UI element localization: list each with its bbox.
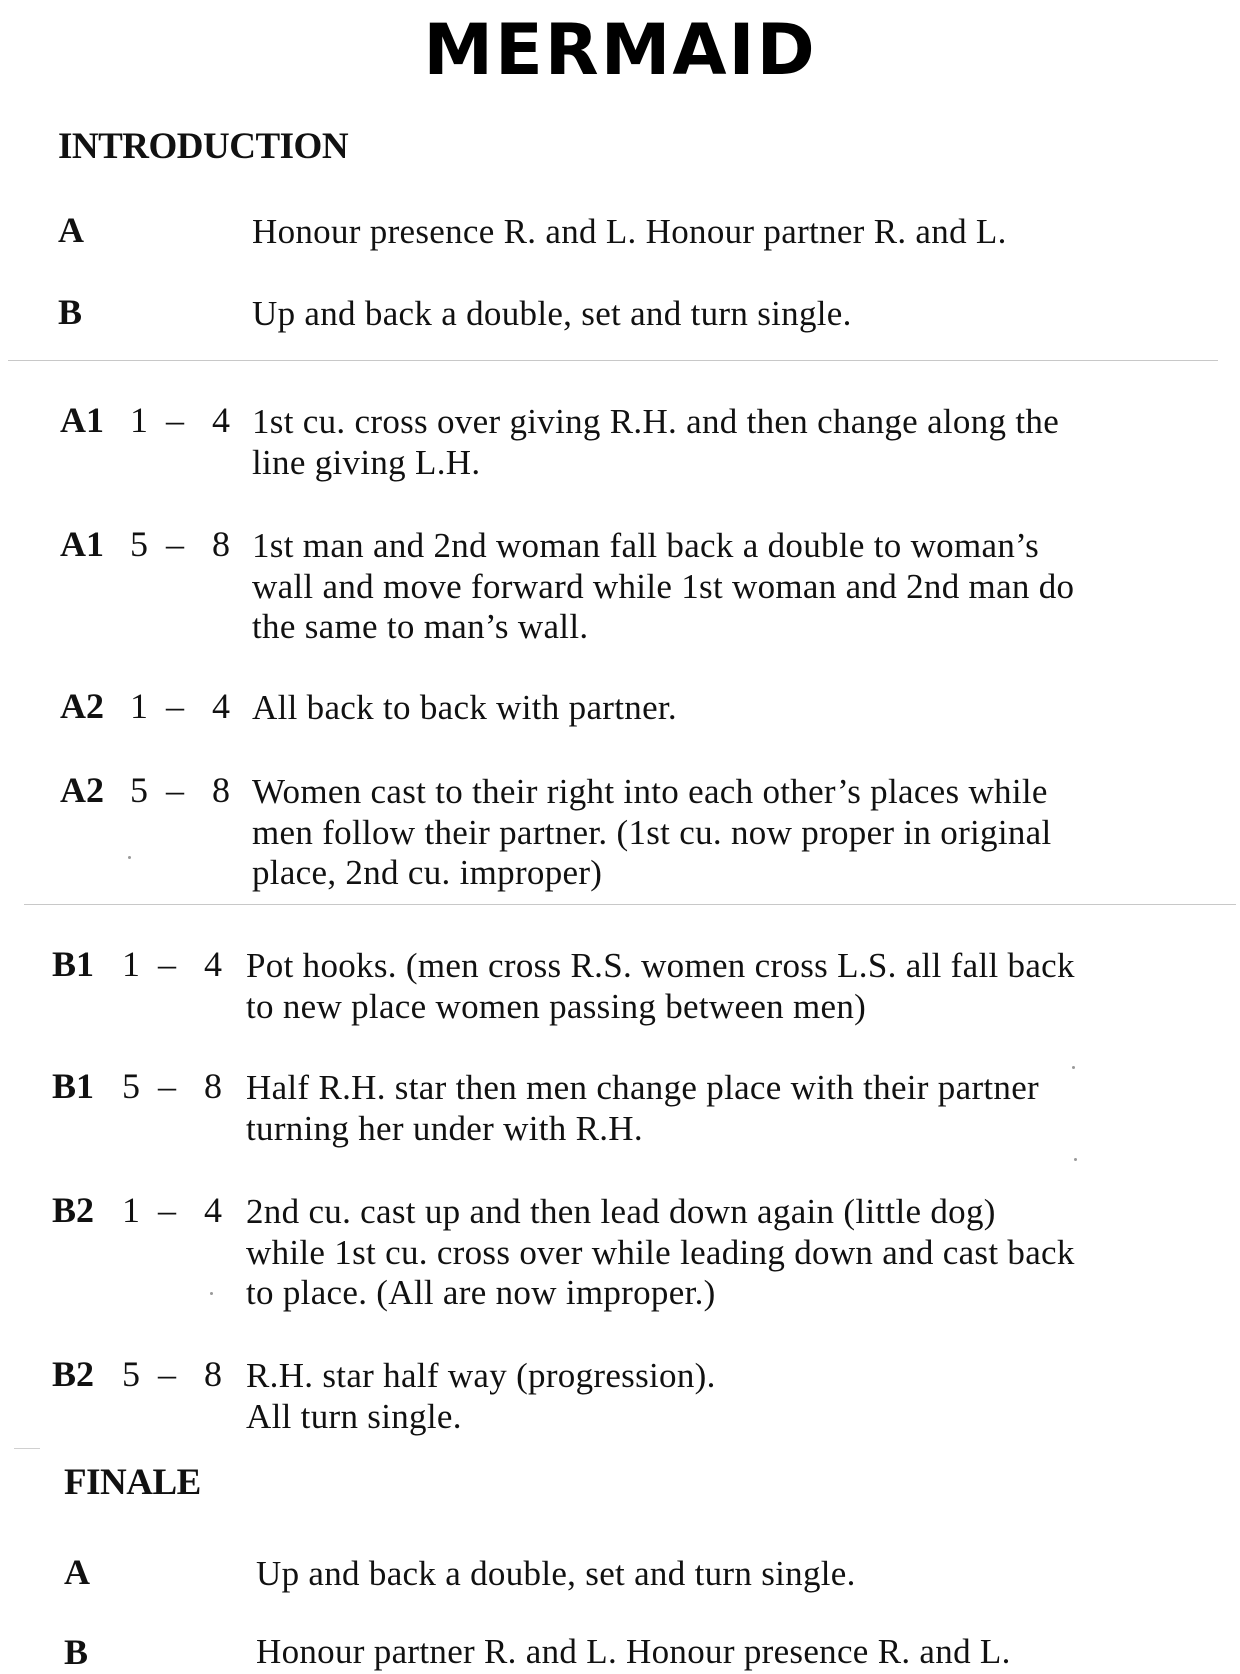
instruction-line: to new place women passing between men) [246, 986, 867, 1026]
part-label: A1 [60, 524, 104, 564]
instruction-line: Up and back a double, set and turn single. [256, 1554, 856, 1593]
bar-separator: – [158, 1354, 176, 1394]
instruction-text [246, 1356, 716, 1437]
instruction-line: 1st cu. cross over giving R.H. and then change along the [252, 402, 1060, 441]
bar-end: 4 [204, 944, 222, 984]
bar-end: 8 [212, 770, 230, 810]
instruction-text [256, 1554, 856, 1595]
bar-separator: – [158, 1066, 176, 1106]
part-label: B2 [52, 1354, 95, 1394]
bar-separator: – [166, 770, 184, 810]
instruction-line: Pot hooks. (men cross R.S. women cross L.S. all fall back [246, 946, 1075, 985]
instruction-text [246, 946, 1075, 1027]
bar-end: 4 [204, 1190, 222, 1230]
bar-separator: – [158, 944, 176, 984]
instruction-line: Women cast to their right into each other’s places while [252, 772, 1048, 811]
bar-start: 5 [130, 524, 148, 564]
scan-speck [1074, 1158, 1077, 1161]
instruction-line: wall and move forward while 1st woman and 2nd man do [252, 566, 1075, 606]
bar-start: 1 [130, 400, 148, 440]
part-label: B [64, 1632, 89, 1672]
instruction-line: Honour presence R. and L. Honour partner R. and L. [252, 212, 1007, 251]
instruction-line: while 1st cu. cross over while leading down and cast back [246, 1232, 1075, 1272]
instruction-line: Honour partner R. and L. Honour presence R. and L. [256, 1632, 1011, 1671]
instruction-text [252, 688, 677, 729]
bar-start: 5 [122, 1354, 140, 1394]
part-label: A2 [60, 686, 104, 726]
instruction-text [246, 1068, 1039, 1149]
part-label: B2 [52, 1190, 95, 1230]
instruction-line: Half R.H. star then men change place with their partner [246, 1068, 1040, 1107]
instruction-line: place, 2nd cu. improper) [252, 853, 603, 892]
instruction-line: men follow their partner. (1st cu. now proper in original [252, 812, 1052, 852]
bar-start: 5 [130, 770, 148, 810]
bar-separator: – [166, 686, 184, 726]
part-label: A2 [60, 770, 104, 810]
part-label: B [58, 292, 83, 332]
bar-separator: – [166, 400, 184, 440]
bar-start: 1 [130, 686, 148, 726]
bar-start: 1 [122, 1190, 140, 1230]
instruction-text [252, 294, 852, 335]
section-divider [24, 904, 1236, 905]
instruction-text [252, 526, 1074, 648]
instruction-line: turning her under with R.H. [246, 1108, 643, 1148]
instruction-text [252, 772, 1052, 894]
bar-start: 5 [122, 1066, 140, 1106]
part-label: B1 [52, 1066, 95, 1106]
part-label: A [58, 210, 84, 250]
introduction-heading: INTRODUCTION [58, 126, 349, 167]
bar-end: 4 [212, 686, 230, 726]
scan-speck [210, 1292, 213, 1295]
instruction-line: the same to man’s wall. [252, 607, 589, 646]
part-label: A [64, 1552, 90, 1592]
instruction-text [246, 1192, 1075, 1314]
instruction-line: 2nd cu. cast up and then lead down again (little dog) [246, 1192, 996, 1231]
bar-end: 8 [204, 1354, 222, 1394]
scan-speck [1072, 1066, 1075, 1069]
bar-end: 8 [204, 1066, 222, 1106]
instruction-text [256, 1632, 1011, 1673]
instruction-line: to place. (All are now improper.) [246, 1273, 716, 1312]
instruction-line: R.H. star half way (progression). [246, 1356, 716, 1395]
bar-start: 1 [122, 944, 140, 984]
scan-speck [128, 856, 131, 859]
bar-separator: – [158, 1190, 176, 1230]
section-divider [8, 360, 1218, 361]
bar-end: 8 [212, 524, 230, 564]
instruction-line: 1st man and 2nd woman fall back a double to woman’s [252, 526, 1040, 565]
bar-end: 4 [212, 400, 230, 440]
instruction-line: All back to back with partner. [252, 688, 677, 727]
instruction-text [252, 402, 1059, 483]
instruction-line: line giving L.H. [252, 442, 481, 482]
margin-mark [14, 1448, 40, 1449]
page-title: MERMAID [423, 9, 817, 91]
instruction-text [252, 212, 1007, 253]
finale-heading: FINALE [64, 1462, 201, 1503]
instruction-line: All turn single. [246, 1396, 462, 1436]
part-label: A1 [60, 400, 104, 440]
bar-range [130, 770, 230, 970]
instruction-line: Up and back a double, set and turn single. [252, 294, 852, 333]
bar-separator: – [166, 524, 184, 564]
part-label: B1 [52, 944, 95, 984]
